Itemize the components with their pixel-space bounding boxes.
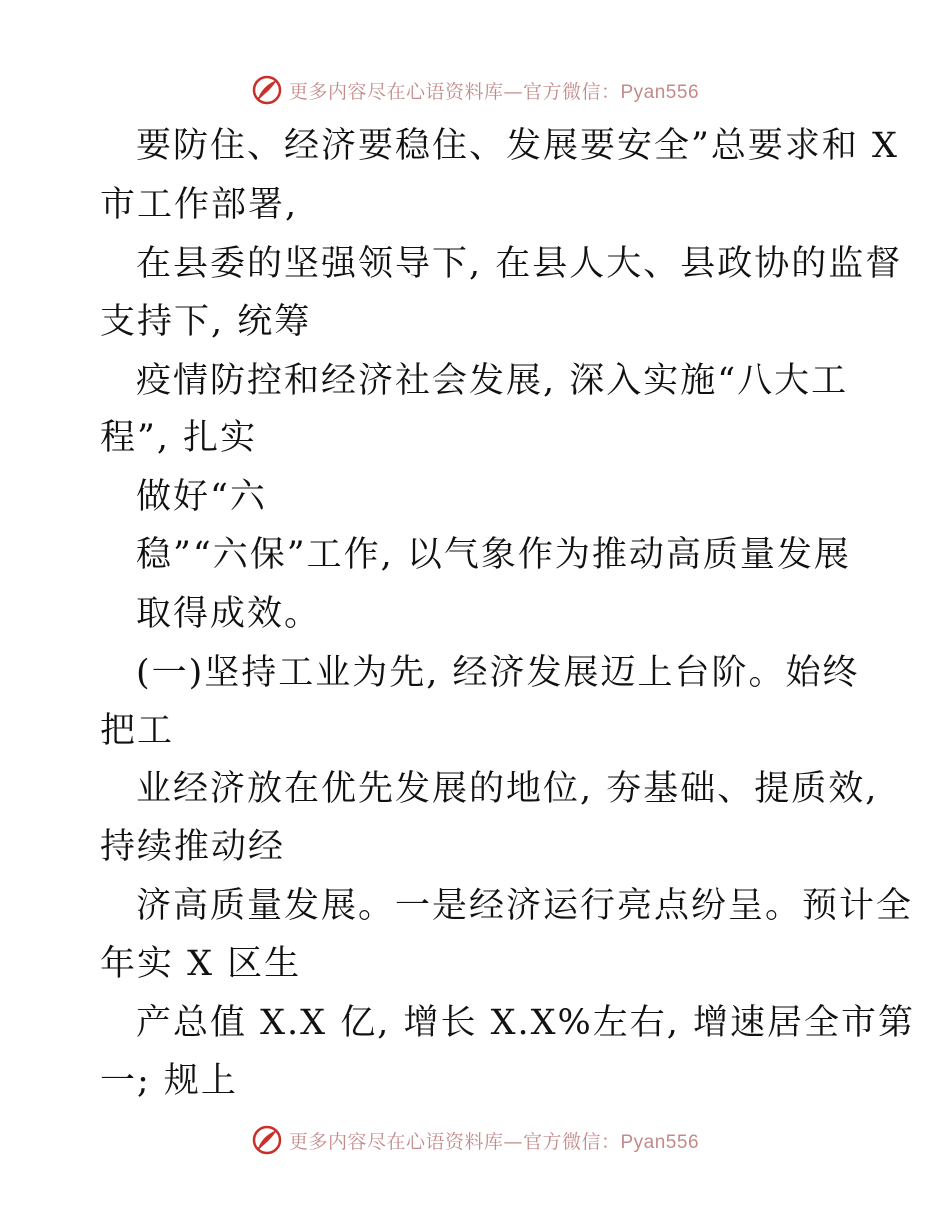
body-line-9: 取得成效。	[136, 594, 322, 634]
body-line-13: 持续推动经	[100, 827, 286, 867]
body-line-6: 程”, 扎实	[100, 418, 258, 458]
body-line-14: 济高质量发展。一是经济运行亮点纷呈。预计全	[136, 886, 914, 926]
body-line-17: 一; 规上	[100, 1061, 238, 1101]
body-line-16: 产总值 X.X 亿, 增长 X.X%左右, 增速居全市第	[136, 1003, 916, 1043]
header-banner-label: 更多内容尽在心语资料库—官方微信：	[288, 80, 621, 103]
body-line-8: 稳”“六保”工作, 以气象作为推动高质量发展	[136, 535, 851, 575]
body-line-12: 业经济放在优先发展的地位, 夯基础、提质效,	[136, 769, 879, 809]
body-line-15: 年实 X 区生	[100, 944, 302, 984]
footer-banner	[0, 1120, 950, 1160]
body-line-5: 疫情防控和经济社会发展, 深入实施“八大工	[136, 361, 849, 401]
body-line-2: 市工作部署,	[100, 185, 299, 225]
feather-quill-logo-icon	[251, 1124, 283, 1156]
header-wechat-id: Pyan556	[620, 81, 700, 103]
body-line-11: 把工	[100, 711, 175, 751]
body-line-10: (一)坚持工业为先, 经济发展迈上台阶。始终	[136, 653, 860, 693]
footer-wechat-id: Pyan556	[620, 1131, 700, 1153]
body-line-1: 要防住、经济要稳住、发展要安全”总要求和 X	[136, 126, 899, 166]
footer-banner-text	[289, 1127, 699, 1154]
body-line-3: 在县委的坚强领导下, 在县人大、县政协的监督	[136, 244, 903, 284]
body-line-7: 做好“六	[136, 477, 267, 517]
footer-banner-label: 更多内容尽在心语资料库—官方微信：	[288, 1130, 621, 1153]
body-line-4: 支持下, 统筹	[100, 302, 312, 342]
